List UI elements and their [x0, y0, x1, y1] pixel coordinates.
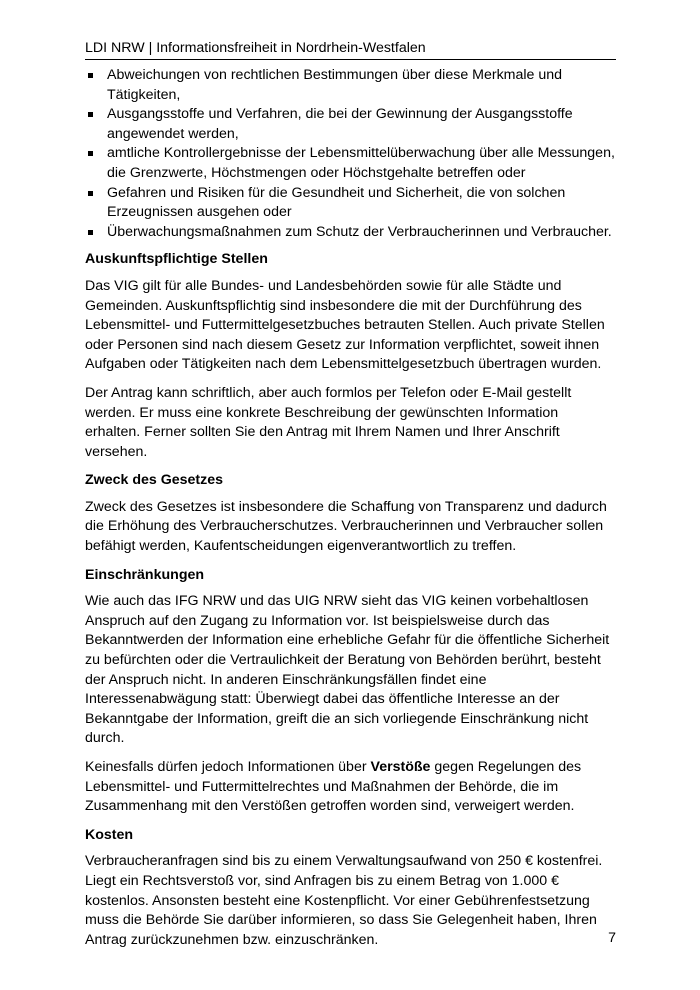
- page-header: [85, 38, 616, 60]
- heading-kosten: Kosten: [85, 826, 134, 843]
- paragraph: Verbraucheranfragen sind bis zu einem Verwaltungsaufwand von 250 € kostenfrei. Liegt ein Rechtsverstoß vor, sind Anfragen bis zu einem Betrag von 1.000 € kostenlos. Ansonsten besteht eine Kostenpflicht. Vor einer Gebührenfestsetzung muss die Behörde Sie darüber informieren, so dass Sie Gelegenheit haben, Ihren Antrag zurückzunehmen bzw. einzuschränken.: [85, 853, 603, 948]
- list-item: Ausgangsstoffe und Verfahren, die bei der Gewinnung der Ausgangsstoffe angewendet werden,: [85, 105, 616, 144]
- list-item: amtliche Kontrollergebnisse der Lebensmittelüberwachung über alle Messungen, die Grenzwerte, Höchstmengen oder Höchstgehalte betreffen oder: [85, 144, 616, 183]
- header-title: LDI NRW | Informationsfreiheit in Nordrhein-Westfalen: [85, 40, 426, 56]
- list-item: Abweichungen von rechtlichen Bestimmungen über diese Merkmale und Tätigkeiten,: [85, 66, 616, 105]
- text-run: Keinesfalls dürfen jedoch Informationen über: [85, 759, 371, 775]
- emphasis-verstoesse: Verstöße: [370, 759, 431, 775]
- list-item: Überwachungsmaßnahmen zum Schutz der Verbraucherinnen und Verbraucher.: [85, 223, 616, 243]
- paragraph: Das VIG gilt für alle Bundes- und Landesbehörden sowie für alle Städte und Gemeinden. Auskunftspflichtig sind insbesondere die mit der Durchführung des Lebensmittel- und Futtermittelgesetzbuches betrauten Stellen. Auch private Stellen oder Personen sind nach diesem Gesetz zur Information verpflichtet, soweit ihnen Aufgaben oder Tätigkeiten nach dem Lebensmittelgesetzbuch übertragen wurden.: [85, 277, 605, 373]
- paragraph: Der Antrag kann schriftlich, aber auch formlos per Telefon oder E-Mail gestellt werden. Er muss eine konkrete Beschreibung der gewünschten Information erhalten. Ferner sollten Sie den Antrag mit Ihrem Namen und Ihrer Anschrift versehen.: [85, 384, 572, 460]
- text-run: gegen Regelungen des Lebensmittel- und Futtermittelrechtes und Maßnahmen der Behörde, die im Zusammenhang mit den Verstößen getroffen worden sind, verweigert werden.: [85, 759, 582, 815]
- paragraph: [85, 758, 616, 817]
- bullet-list: [85, 66, 616, 242]
- paragraph: Wie auch das IFG NRW und das UIG NRW sieht das VIG keinen vorbehaltlosen Anspruch auf den Zugang zu Information vor. Ist beispielsweise durch das Bekanntwerden der Information eine erhebliche Gefahr für die öffentliche Sicherheit zu befürchten oder die Vertraulichkeit der Beratung von Behörden berührt, besteht der Anspruch nicht. In anderen Einschränkungsfällen findet eine Interessenabwägung statt: Überwiegt dabei das öffentliche Interesse an der Bekanntgabe der Information, greift die an sich vorliegende Einschränkung nicht durch.: [85, 593, 610, 747]
- heading-zweck: Zweck des Gesetzes: [85, 472, 224, 489]
- page-number: 7: [608, 930, 616, 946]
- document-body: [85, 66, 616, 959]
- paragraph: Zweck des Gesetzes ist insbesondere die Schaffung von Transparenz und dadurch die Erhöhung des Verbraucherschutzes. Verbraucherinnen und Verbraucher sollen befähigt werden, Kaufentscheidungen eigenverantwortlich zu treffen.: [85, 498, 607, 555]
- heading-einschraenkungen: Einschränkungen: [85, 566, 205, 583]
- heading-auskunft: Auskunftspflichtige Stellen: [85, 251, 268, 268]
- list-item: Gefahren und Risiken für die Gesundheit und Sicherheit, die von solchen Erzeugnissen ausgehen oder: [85, 184, 616, 223]
